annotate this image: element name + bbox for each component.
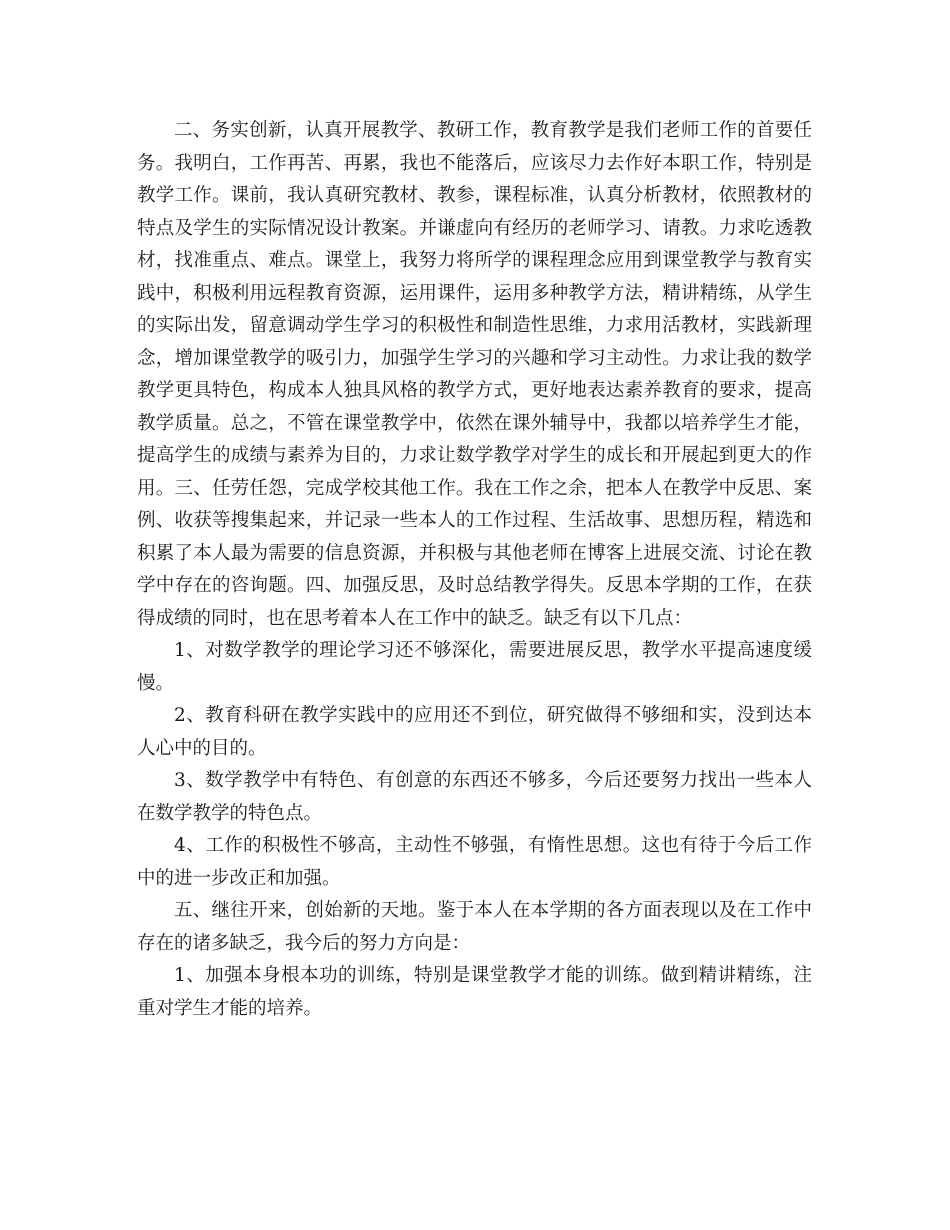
document-body — [137, 115, 812, 1025]
paragraph-shortcoming-2: 2、教育科研在教学实践中的应用还不到位，研究做得不够细和实，没到达本人心中的目的。 — [137, 705, 812, 759]
paragraph-teaching-research: 二、务实创新，认真开展教学、教研工作，教育教学是我们老师工作的首要任务。我明白，工作再苦、再累，我也不能落后，应该尽力去作好本职工作，特别是教学工作。课前，我认真研究教材、教参，课程标准，认真分析教材，依照教材的特点及学生的实际情况设计教案。并谦虚向有经历的老师学习、请教。力求吃透教材，找准重点、难点。课堂上，我努力将所学的课程理念应用到课堂教学与教育实践中，积极利用远程教育资源，运用课件，运用多种教学方法，精讲精练，从学生的实际出发，留意调动学生学习的积极性和制造性思维，力求用活教材，实践新理念，增加课堂教学的吸引力，加强学生学习的兴趣和学习主动性。力求让我的数学教学更具特色，构成本人独具风格的教学方式，更好地表达素养教育的要求，提高教学质量。总之，不管在课堂教学中，依然在课外辅导中，我都以培养学生才能，提高学生的成绩与素养为目的，力求让数学教学对学生的成长和开展起到更大的作用。三、任劳任怨，完成学校其他工作。我在工作之余，把本人在教学中反思、案例、收获等搜集起来，并记录一些本人的工作过程、生活故事、思想历程，精选和积累了本人最为需要的信息资源，并积极与其他老师在博客上进展交流、讨论在教学中存在的咨询题。四、加强反思，及时总结教学得失。反思本学期的工作，在获得成绩的同时，也在思考着本人在工作中的缺乏。缺乏有以下几点： — [137, 120, 812, 629]
paragraph-shortcoming-3: 3、数学教学中有特色、有创意的东西还不够多，今后还要努力找出一些本人在数学教学的特色点。 — [137, 770, 812, 824]
paragraph-shortcoming-4: 4、工作的积极性不够高，主动性不够强，有惰性思想。这也有待于今后工作中的进一步改正和加强。 — [137, 835, 812, 889]
paragraph-future-direction: 五、继往开来，创始新的天地。鉴于本人在本学期的各方面表现以及在工作中存在的诸多缺乏，我今后的努力方向是： — [137, 900, 812, 954]
paragraph-shortcoming-1: 1、对数学教学的理论学习还不够深化，需要进展反思，教学水平提高速度缓慢。 — [137, 640, 812, 694]
paragraph-direction-1: 1、加强本身根本功的训练，特别是课堂教学才能的训练。做到精讲精练，注重对学生才能的培养。 — [137, 965, 812, 1019]
